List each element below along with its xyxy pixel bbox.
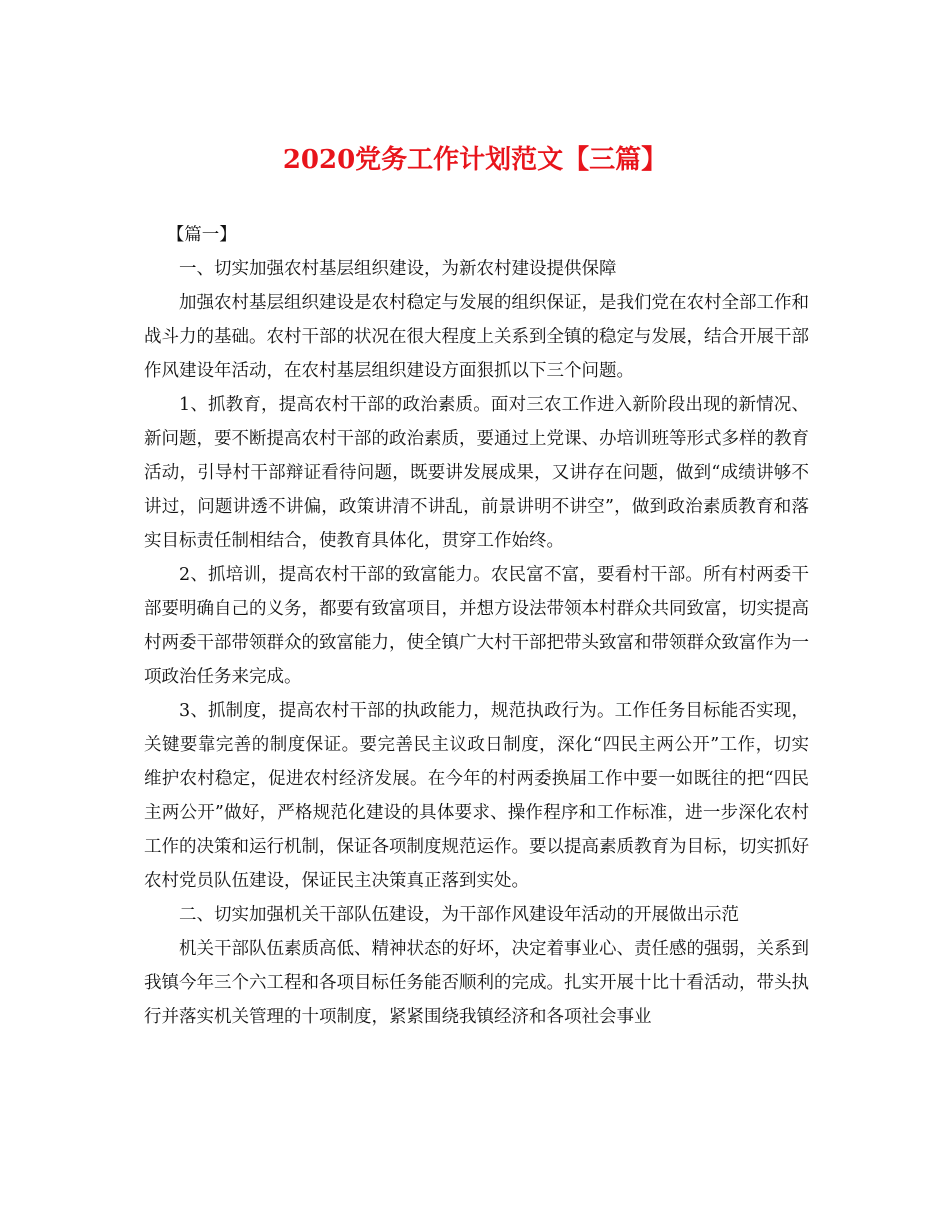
heading-two: 二、切实加强机关干部队伍建设，为干部作风建设年活动的开展做出示范 (179, 905, 739, 925)
heading-one: 一、切实加强农村基层组织建设，为新农村建设提供保障 (179, 259, 617, 279)
paragraph: 2、抓培训，提高农村干部的致富能力。农民富不富，要看村干部。所有村两委干部要明确自己的义务，都要有致富项目，并想方设法带领本村群众共同致富，切实提高村两委干部带领群众的致富能力，使全镇广大村干部把带头致富和带领群众致富作为一项政治任务来完成。 (144, 565, 809, 687)
paragraph: 1、抓教育，提高农村干部的政治素质。面对三农工作进入新阶段出现的新情况、新问题，要不断提高农村干部的政治素质，要通过上党课、办培训班等形式多样的教育活动，引导村干部辩证看待问题，既要讲发展成果，又讲存在问题，做到“成绩讲够不讲过，问题讲透不讲偏，政策讲清不讲乱，前景讲明不讲空”，做到政治素质教育和落实目标责任制相结合，使教育具体化，贯穿工作始终。 (144, 395, 809, 551)
paragraph: 机关干部队伍素质高低、精神状态的好坏，决定着事业心、责任感的强弱，关系到我镇今年三个六工程和各项目标任务能否顺利的完成。扎实开展十比十看活动，带头执行并落实机关管理的十项制度，紧紧围绕我镇经济和各项社会事业 (144, 939, 809, 1027)
document-body (144, 218, 809, 1034)
paragraph: 加强农村基层组织建设是农村稳定与发展的组织保证，是我们党在农村全部工作和战斗力的基础。农村干部的状况在很大程度上关系到全镇的稳定与发展，结合开展干部作风建设年活动，在农村基层组织建设方面狠抓以下三个问题。 (144, 293, 809, 381)
paragraph: 3、抓制度，提高农村干部的执政能力，规范执政行为。工作任务目标能否实现，关键要靠完善的制度保证。要完善民主议政日制度，深化“四民主两公开”工作，切实维护农村稳定，促进农村经济发展。在今年的村两委换届工作中要一如既往的把“四民主两公开”做好，严格规范化建设的具体要求、操作程序和工作标准，进一步深化农村工作的决策和运行机制，保证各项制度规范运作。要以提高素质教育为目标，切实抓好农村党员队伍建设，保证民主决策真正落到实处。 (144, 701, 809, 891)
document-title: 2020党务工作计划范文【三篇】 (282, 145, 668, 175)
section-label-part-one: 【篇一】 (166, 225, 237, 245)
